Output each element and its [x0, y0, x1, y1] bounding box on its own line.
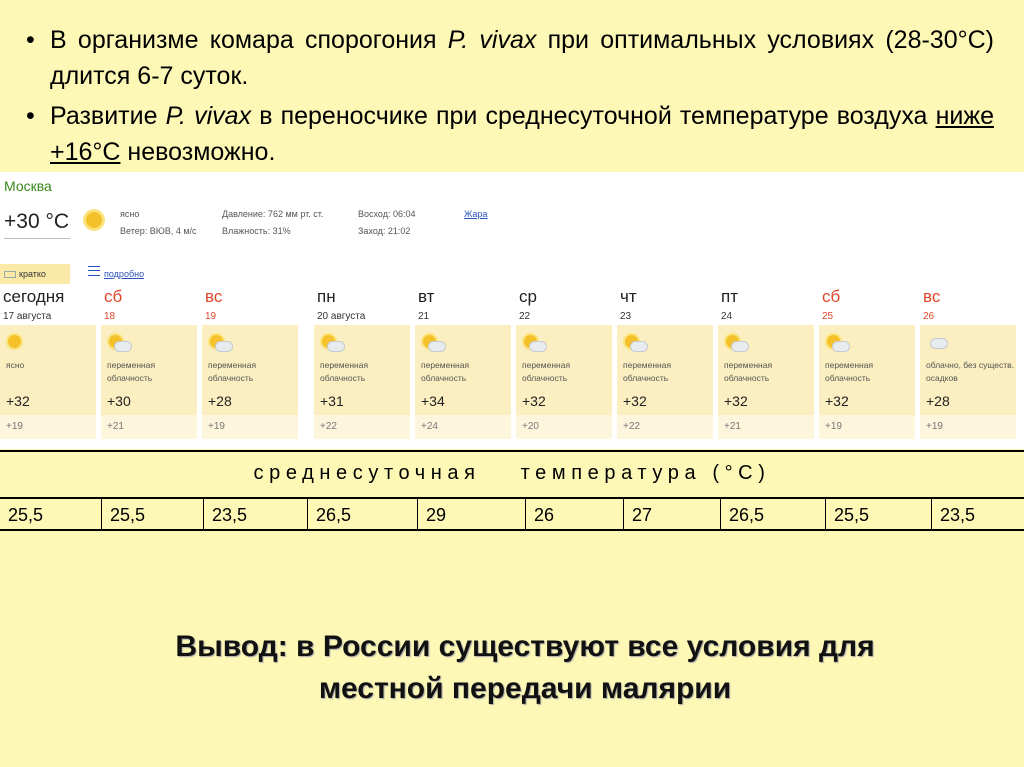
- day-panel: [202, 325, 298, 439]
- day-condition: переменная облачность: [724, 360, 773, 383]
- day-temp-max: +32: [522, 393, 546, 409]
- day-panel: [101, 325, 197, 439]
- day-date: 17 августа: [3, 311, 52, 322]
- day-panel: [0, 325, 96, 439]
- partly-cloudy-icon: [210, 335, 232, 353]
- day-temp-max: +32: [825, 393, 849, 409]
- bullet-dot: •: [26, 26, 35, 54]
- day-name: чт: [620, 287, 637, 306]
- partly-cloudy-icon: [625, 335, 647, 353]
- conclusion-line-1: Вывод: в России существуют все условия для: [175, 630, 875, 663]
- avg-temp-cell: 25,5: [826, 499, 932, 529]
- forecast-day: [101, 287, 199, 439]
- pressure-block: [222, 206, 323, 240]
- day-panel: [617, 325, 713, 439]
- day-date: 19: [205, 311, 217, 322]
- day-temp-max: +30: [107, 393, 131, 409]
- day-date: 26: [923, 311, 935, 322]
- day-temp-min: +24: [421, 421, 438, 432]
- day-panel: [415, 325, 511, 439]
- avg-temp-cell: 29: [418, 499, 526, 529]
- day-temp-min: +22: [320, 421, 337, 432]
- avg-temp-cell: 26,5: [721, 499, 826, 529]
- day-date: 23: [620, 311, 632, 322]
- forecast-day: [314, 287, 412, 439]
- bullet-text: В организме комара спорогония: [50, 26, 448, 54]
- city-name: Москва: [4, 178, 52, 194]
- bullet-dot: •: [26, 102, 35, 130]
- avg-temp-cell: 25,5: [102, 499, 204, 529]
- toggle-detail[interactable]: [88, 264, 144, 284]
- day-condition: переменная облачность: [107, 360, 156, 383]
- bullet-text: в переносчике при среднесуточной температуре воздуха: [251, 102, 936, 130]
- day-condition: облачно, без существ. осадков: [926, 360, 1015, 383]
- day-condition: переменная облачность: [623, 360, 672, 383]
- forecast-day: [617, 287, 715, 439]
- heat-link-block: [464, 206, 487, 223]
- avg-temp-cell: 26,5: [308, 499, 418, 529]
- divider: [0, 450, 1024, 452]
- day-temp-min: +19: [926, 421, 943, 432]
- day-condition: переменная облачность: [825, 360, 874, 383]
- current-temperature: +30 °C: [4, 210, 70, 233]
- forecast-day: [920, 287, 1018, 439]
- species-name: P. vivax: [447, 26, 537, 54]
- day-date: 24: [721, 311, 733, 322]
- bullet-1: [24, 22, 994, 94]
- day-condition: переменная облачность: [522, 360, 571, 383]
- partly-cloudy-icon: [109, 335, 131, 353]
- sunset: Заход: 21:02: [358, 226, 411, 236]
- avg-temp-cell: 23,5: [204, 499, 308, 529]
- partly-cloudy-icon: [524, 335, 546, 353]
- list-icon: [88, 266, 100, 276]
- day-condition: переменная облачность: [320, 360, 369, 383]
- day-temp-min: +21: [724, 421, 741, 432]
- forecast-day: [202, 287, 300, 439]
- avg-temp-cell: 26: [526, 499, 624, 529]
- day-name: пт: [721, 287, 738, 306]
- divider: [4, 238, 70, 239]
- sun-times-block: [358, 206, 416, 240]
- current-condition-block: [120, 206, 197, 240]
- toggle-detail-label: подробно: [104, 269, 145, 279]
- sun-icon: [8, 335, 30, 353]
- cloudy-icon: [928, 335, 950, 353]
- bullet-text: Развитие: [50, 102, 166, 130]
- day-name: пн: [317, 287, 336, 306]
- day-panel: [314, 325, 410, 439]
- avg-temp-cell: 23,5: [940, 505, 976, 525]
- pressure: Давление: 762 мм рт. ст.: [222, 209, 324, 219]
- day-temp-min: +22: [623, 421, 640, 432]
- day-name: вт: [418, 287, 435, 306]
- day-condition: ясно: [6, 360, 25, 370]
- bullet-text: при оптимальных условиях (28-30°С) длится 6-7 суток.: [50, 26, 994, 90]
- humidity: Влажность: 31%: [222, 226, 291, 236]
- day-panel: [718, 325, 814, 439]
- day-temp-min: +19: [208, 421, 225, 432]
- partly-cloudy-icon: [423, 335, 445, 353]
- heat-link[interactable]: Жара: [464, 209, 488, 219]
- conclusion-line-2: местной передачи малярии: [318, 672, 732, 705]
- day-date: 21: [418, 311, 430, 322]
- avg-temp-table: [0, 497, 1024, 531]
- forecast-day: [516, 287, 614, 439]
- threshold-text: ниже +16°С: [50, 102, 994, 166]
- conclusion: [0, 626, 1024, 710]
- day-temp-max: +34: [421, 393, 445, 409]
- partly-cloudy-icon: [322, 335, 344, 353]
- day-temp-min: +21: [107, 421, 124, 432]
- day-temp-max: +32: [724, 393, 748, 409]
- day-temp-max: +31: [320, 393, 344, 409]
- day-date: 20 августа: [317, 311, 366, 322]
- sun-icon: [86, 212, 102, 228]
- day-condition: переменная облачность: [208, 360, 257, 383]
- species-name: P. vivax: [165, 102, 252, 130]
- day-name: вс: [923, 287, 941, 306]
- partly-cloudy-icon: [827, 335, 849, 353]
- day-temp-max: +32: [6, 393, 30, 409]
- forecast-day: [0, 287, 98, 439]
- day-temp-min: +19: [825, 421, 842, 432]
- bullet-text: невозможно.: [120, 138, 276, 166]
- sunrise: Восход: 06:04: [358, 209, 416, 219]
- day-temp-min: +19: [6, 421, 23, 432]
- day-name: сегодня: [3, 287, 65, 306]
- day-name: сб: [104, 287, 123, 306]
- avg-title-part1: среднесуточная: [253, 462, 481, 484]
- toggle-brief-label: кратко: [19, 269, 46, 279]
- day-temp-max: +28: [208, 393, 232, 409]
- weather-widget: [0, 172, 1024, 449]
- avg-temp-title: [0, 462, 1024, 485]
- day-panel: [920, 325, 1016, 439]
- day-date: 25: [822, 311, 834, 322]
- day-panel: [516, 325, 612, 439]
- bullet-list: [24, 22, 994, 174]
- avg-temp-cell: 25,5: [0, 499, 102, 529]
- day-temp-min: +20: [522, 421, 539, 432]
- toggle-brief[interactable]: [0, 264, 70, 284]
- forecast-day: [718, 287, 816, 439]
- forecast-day: [415, 287, 513, 439]
- day-temp-max: +32: [623, 393, 647, 409]
- forecast-day: [819, 287, 917, 439]
- day-condition: переменная облачность: [421, 360, 470, 383]
- current-condition: ясно: [120, 209, 140, 219]
- day-name: сб: [822, 287, 841, 306]
- avg-title-part2: температура (°С): [520, 462, 771, 484]
- day-date: 22: [519, 311, 531, 322]
- day-name: ср: [519, 287, 537, 306]
- avg-temp-cell: 27: [624, 499, 721, 529]
- partly-cloudy-icon: [726, 335, 748, 353]
- day-date: 18: [104, 311, 116, 322]
- day-name: вс: [205, 287, 223, 306]
- day-temp-max: +28: [926, 393, 950, 409]
- wind: Ветер: ВЮВ, 4 м/с: [120, 226, 197, 236]
- bullet-2: [24, 98, 994, 170]
- day-panel: [819, 325, 915, 439]
- brief-icon: [4, 271, 16, 278]
